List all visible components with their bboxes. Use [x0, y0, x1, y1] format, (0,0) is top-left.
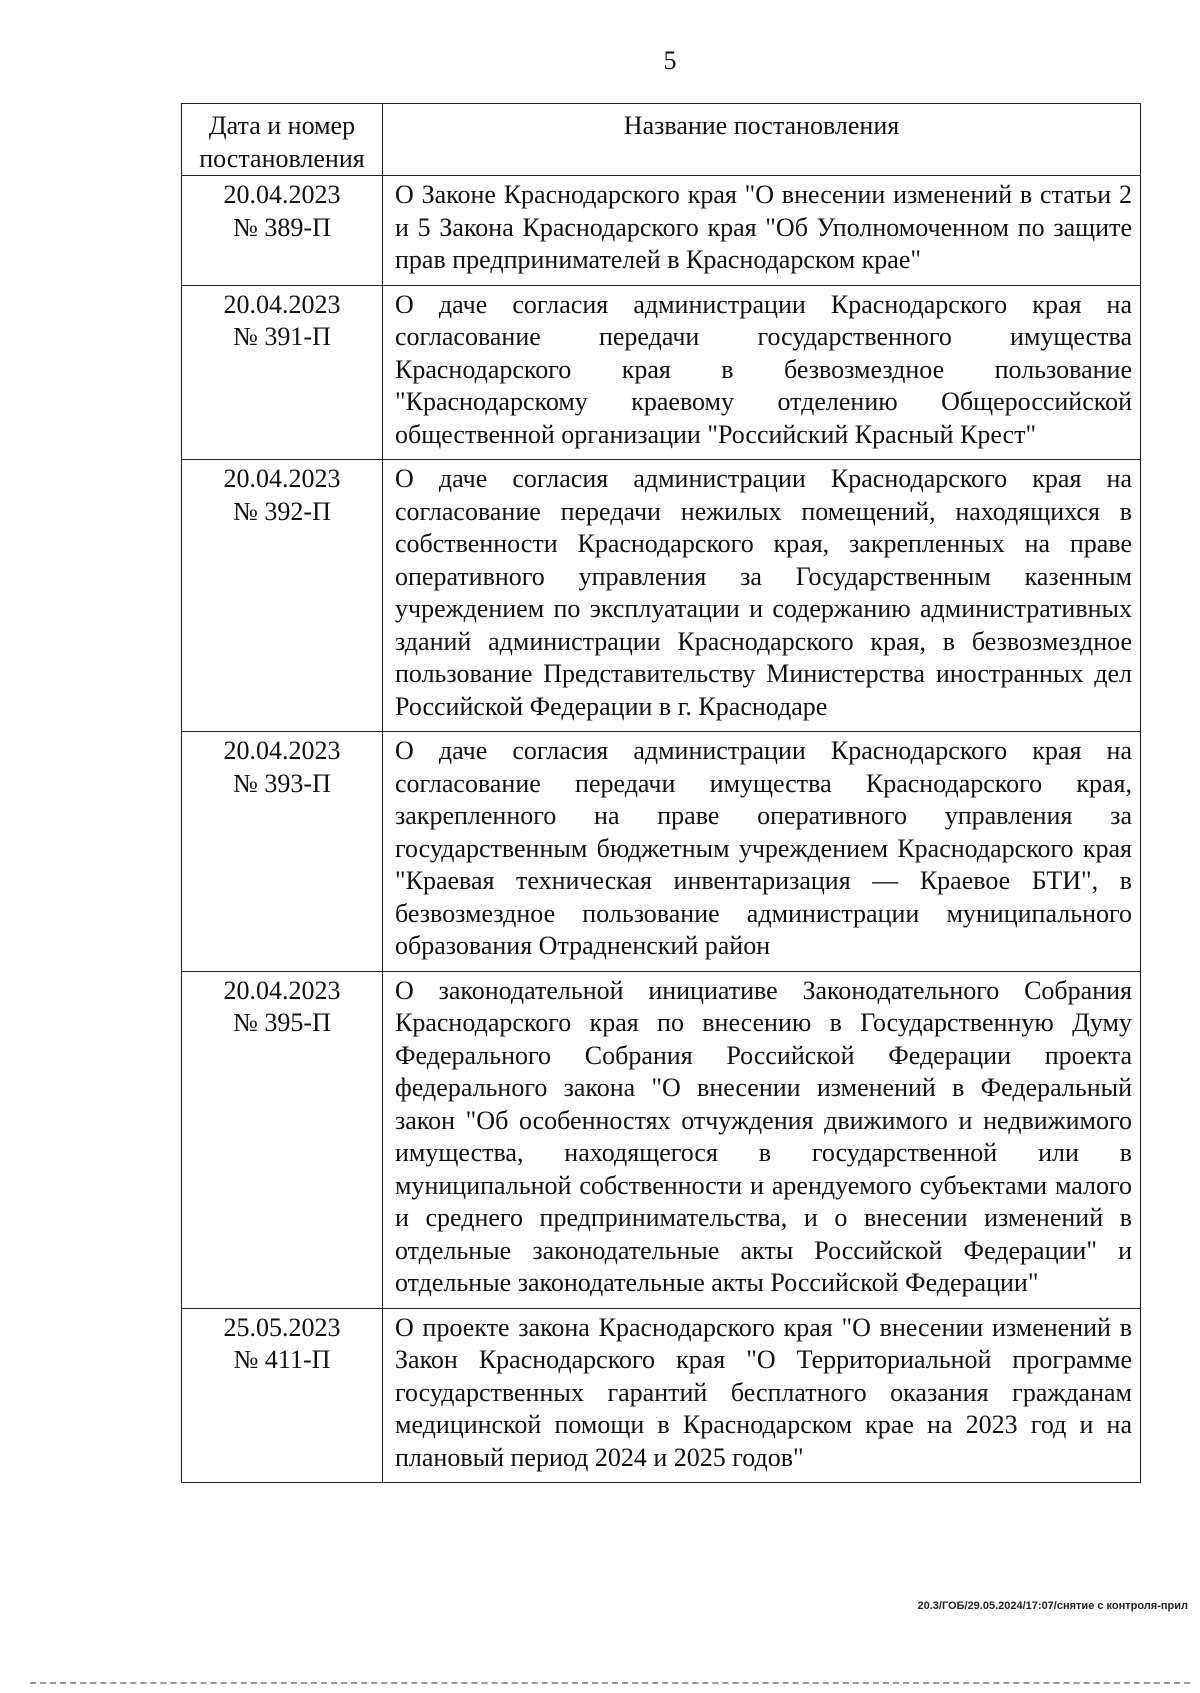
table-row — [182, 176, 1141, 286]
decree-date-cell — [182, 971, 383, 1308]
scan-edge-divider — [30, 1682, 1190, 1684]
decree-date: 20.04.2023 — [223, 736, 341, 765]
decree-number: № 391-П — [233, 322, 331, 351]
table-row — [182, 285, 1141, 460]
table-row — [182, 732, 1141, 972]
decree-date: 25.05.2023 — [223, 1312, 341, 1342]
decree-date: 20.04.2023 — [223, 464, 341, 493]
table-row — [182, 1308, 1141, 1483]
header-date-number: Дата и номер постановления — [182, 104, 383, 176]
decrees-table-container — [181, 103, 1141, 1483]
decree-number: № 393-П — [233, 768, 331, 798]
decree-date-cell — [182, 460, 383, 732]
decree-number: № 392-П — [233, 496, 331, 526]
decree-title: О даче согласия администрации Краснодарского края на согласование передачи имущества Краснодарского края, закрепленного на праве оперативного управления за государственным бюджетным учреждением Краснодарского края "Краевая техническая инвентаризация — Краевое БТИ", в безвозмездное пользование администрации муниципального образования Отрадненский район — [383, 732, 1141, 972]
footer-control-stamp: 20.3/ГОБ/29.05.2024/17:07/снятие с контроля-прил — [917, 1600, 1188, 1612]
decree-number: № 411-П — [233, 1345, 331, 1374]
decree-number: № 389-П — [233, 212, 331, 242]
decree-date-cell — [182, 285, 383, 460]
table-row — [182, 971, 1141, 1308]
decree-title: О законодательной инициативе Законодательного Собрания Краснодарского края по внесению в Государственную Думу Федерального Собрания Российской Федерации проекта федерального закона "О внесении изменений в Федеральный закон "Об особенностях отчуждения движимого и недвижимого имущества, находящегося в государственной или в муниципальной собственности и арендуемого субъектами малого и среднего предпринимательства, и о внесении изменений в отдельные законодательные акты Российской Федерации" и отдельные законодательные акты Российской Федерации" — [383, 971, 1141, 1308]
decrees-table — [181, 103, 1141, 1483]
decree-title: О Законе Краснодарского края "О внесении изменений в статьи 2 и 5 Закона Краснодарского края "Об Уполномоченном по защите прав предпринимателей в Краснодарском крае" — [383, 176, 1141, 286]
decree-number: № 395-П — [233, 1008, 331, 1037]
decree-title: О проекте закона Краснодарского края "О внесении изменений в Закон Краснодарского края "О Территориальной программе государственных гарантий бесплатного оказания гражданам медицинской помощи в Краснодарском крае на 2023 год и на плановый период 2024 и 2025 годов" — [383, 1308, 1141, 1483]
decree-date-cell — [182, 732, 383, 972]
decree-date: 20.04.2023 — [223, 180, 341, 209]
header-title: Название постановления — [383, 104, 1141, 176]
decree-title: О даче согласия администрации Краснодарского края на согласование передачи нежилых помещений, находящихся в собственности Краснодарского края, закрепленных на праве оперативного управления за Государственным казенным учреждением по эксплуатации и содержанию административных зданий администрации Краснодарского края, в безвозмездное пользование Представительству Министерства иностранных дел Российской Федерации в г. Краснодаре — [383, 460, 1141, 732]
decree-date-cell — [182, 1308, 383, 1483]
page-number: 5 — [663, 46, 677, 75]
table-row — [182, 460, 1141, 732]
decree-date: 20.04.2023 — [223, 289, 341, 319]
table-header-row — [182, 104, 1141, 176]
decree-date-cell — [182, 176, 383, 286]
decree-title: О даче согласия администрации Краснодарского края на согласование передачи государственного имущества Краснодарского края в безвозмездное пользование "Краснодарскому краевому отделению Общероссийской общественной организации "Российский Красный Крест" — [383, 285, 1141, 460]
decree-date: 20.04.2023 — [223, 975, 341, 1005]
